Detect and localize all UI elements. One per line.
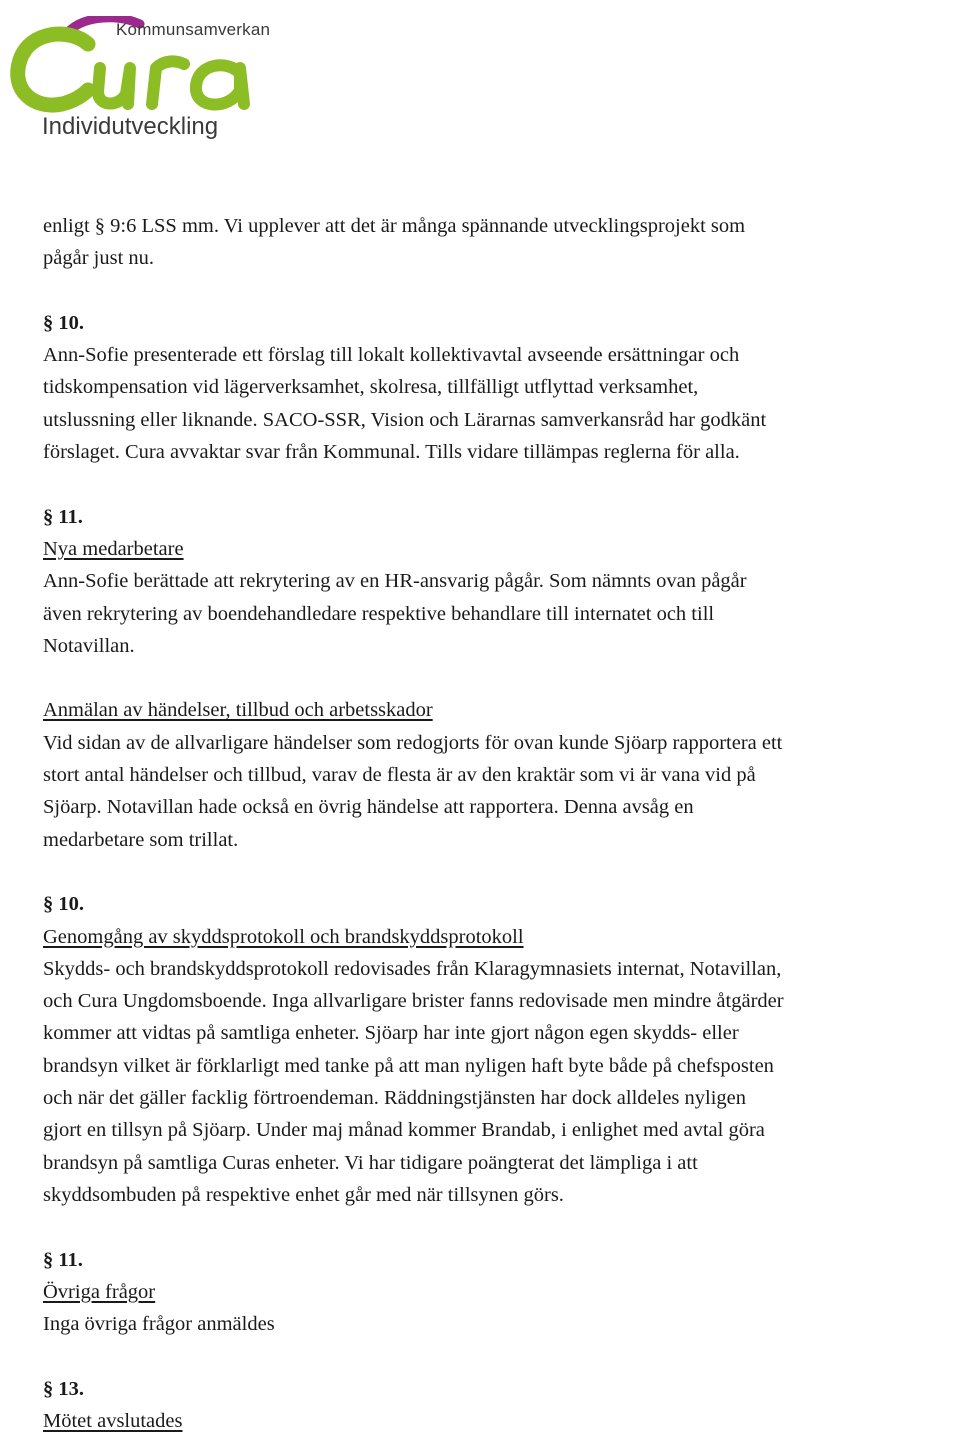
section-heading: Genomgång av skyddsprotokoll och brandskyddsprotokoll [43,925,524,948]
paragraph-line: och när det gäller facklig förtroendeman. Räddningstjänsten har dock alldeles nyligen [43,1087,747,1110]
paragraph-line: Sjöarp. Notavillan hade också en övrig händelse att rapportera. Denna avsåg en [43,796,694,819]
paragraph-line: Skydds- och brandskyddsprotokoll redovisades från Klaragymnasiets internat, Notavillan, [43,957,782,980]
paragraph-line: Inga övriga frågor anmäldes [43,1313,275,1336]
section-number: § 10. [43,893,84,916]
paragraph-line: brandsyn på samtliga Curas enheter. Vi har tidigare poängterat det lämpliga i att [43,1151,698,1174]
paragraph-line: stort antal händelser och tillbud, varav de flesta är av den kraktär som vi är vana vid på [43,764,756,787]
section-number: § 11. [43,1248,83,1271]
paragraph-line: medarbetare som trillat. [43,828,239,851]
paragraph-line: Ann-Sofie berättade att rekrytering av en HR-ansvarig pågår. Som nämnts ovan pågår [43,570,747,593]
paragraph-line: Ann-Sofie presenterade ett förslag till lokalt kollektivavtal avseende ersättningar och [43,344,740,367]
section-number: § 10. [43,311,84,334]
paragraph-line: gjort en tillsyn på Sjöarp. Under maj månad kommer Brandab, i enlighet med avtal göra [43,1119,765,1142]
section-number: § 11. [43,505,83,528]
paragraph-line: tidskompensation vid lägerverksamhet, skolresa, tillfälligt utflyttad verksamhet, [43,376,699,399]
paragraph-line: förslaget. Cura avvaktar svar från Kommunal. Tills vidare tillämpas reglerna för alla. [43,441,740,464]
section-heading: Övriga frågor [43,1280,156,1303]
paragraph-line: brandsyn vilket är förklarligt med tanke på att man nyligen haft byte både på chefsposten [43,1054,774,1077]
paragraph-line: Vid sidan av de allvarligare händelser som redogjorts för ovan kunde Sjöarp rapportera ett [43,731,783,754]
section-number: § 13. [43,1377,84,1400]
paragraph-line: Notavillan. [43,634,135,657]
intro-line-1: enligt § 9:6 LSS mm. Vi upplever att det är många spännande utvecklingsprojekt som [43,215,746,237]
paragraph-line: utslussning eller liknande. SACO-SSR, Vision och Lärarnas samverkansråd har godkänt [43,408,767,431]
logo-org-name: Kommunsamverkan [116,20,271,39]
cura-logo [8,6,278,146]
intro-line-2: pågår just nu. [43,247,155,270]
section-heading: Nya medarbetare [43,537,184,560]
section-heading: Mötet avslutades [43,1409,183,1432]
section-heading: Anmälan av händelser, tillbud och arbetsskador [43,699,433,722]
document-body [43,210,956,1437]
paragraph-line: och Cura Ungdomsboende. Inga allvarligare brister fanns redovisade men mindre åtgärder [43,990,784,1013]
logo-tagline: Individutveckling [42,113,219,140]
paragraph-line: även rekrytering av boendehandledare respektive behandlare till internatet och till [43,602,715,625]
paragraph-line: kommer att vidtas på samtliga enheter. Sjöarp har inte gjort någon egen skydds- eller [43,1022,739,1045]
paragraph-line: skyddsombuden på respektive enhet går med när tillsynen görs. [43,1183,564,1206]
